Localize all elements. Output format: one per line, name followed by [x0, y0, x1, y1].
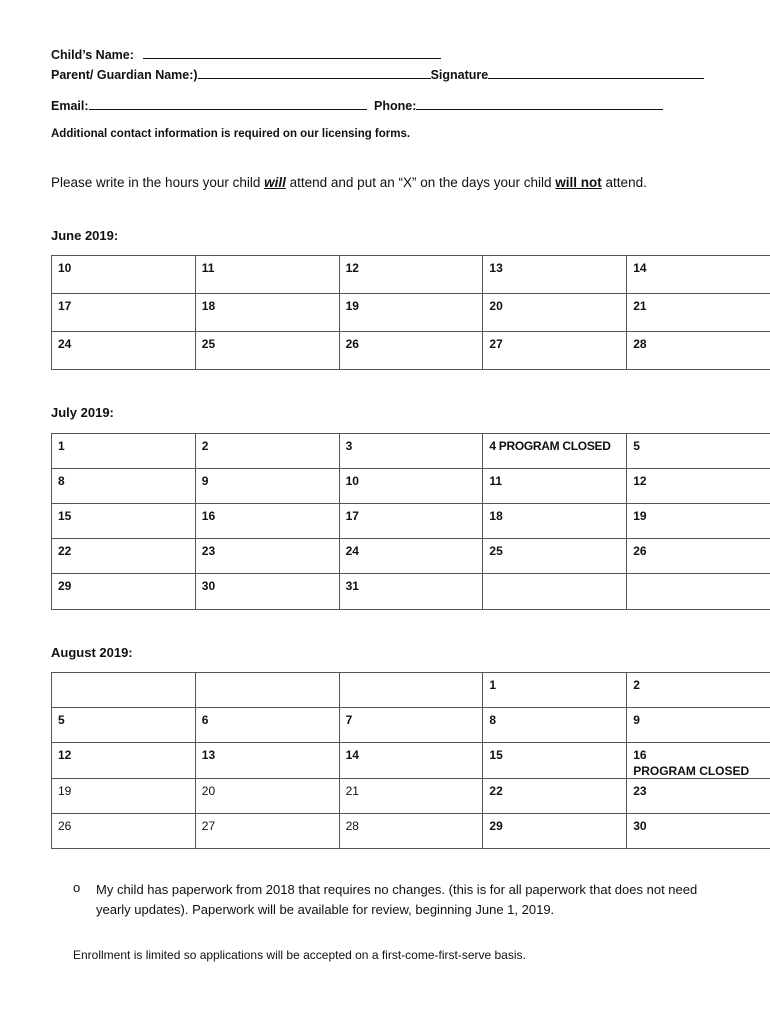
june-day-cell[interactable]: 13	[483, 256, 627, 294]
july-day-cell[interactable]: 23	[195, 539, 339, 574]
june-week-3	[52, 332, 770, 370]
july-week-1	[52, 434, 770, 469]
august-day-cell[interactable]: 30	[627, 814, 770, 849]
july-week-5	[52, 574, 770, 610]
august-week-3	[52, 743, 770, 779]
email-label: Email:	[51, 99, 89, 113]
child-name-field[interactable]	[143, 46, 441, 59]
july-title: July 2019:	[51, 405, 114, 420]
june-day-cell[interactable]: 24	[52, 332, 196, 370]
august-day-cell[interactable]: 1	[483, 673, 627, 708]
july-day-cell[interactable]: 2	[195, 434, 339, 469]
august-day-cell[interactable]: 14	[339, 743, 483, 779]
phone-label: Phone:	[374, 99, 417, 113]
phone-field[interactable]	[416, 97, 663, 110]
july-day-cell[interactable]: 16	[195, 504, 339, 539]
august-day-cell[interactable]: 7	[339, 708, 483, 743]
june-day-cell[interactable]: 26	[339, 332, 483, 370]
july-day-cell[interactable]: 18	[483, 504, 627, 539]
august-week-4	[52, 779, 770, 814]
june-day-cell[interactable]: 21	[627, 294, 770, 332]
july-day-cell[interactable]: 3	[339, 434, 483, 469]
instructions-part2: attend and put an “X” on the days your child	[285, 175, 556, 190]
contact-note: Additional contact information is required on our licensing forms.	[51, 128, 411, 140]
july-day-cell[interactable]: 24	[339, 539, 483, 574]
august-day-cell[interactable]: 2	[627, 673, 770, 708]
july-day-cell[interactable]: 8	[52, 469, 196, 504]
august-day-cell[interactable]: 12	[52, 743, 196, 779]
august-title: August 2019:	[51, 645, 133, 660]
august-day-cell[interactable]: 6	[195, 708, 339, 743]
august-day-cell[interactable]	[195, 673, 339, 708]
august-day-cell[interactable]: 22	[483, 779, 627, 814]
paperwork-checkbox[interactable]: o	[73, 880, 81, 895]
august-day-cell-program-closed[interactable]	[627, 743, 770, 779]
instructions-will-not: will not	[555, 175, 602, 190]
august-day-cell[interactable]: 19	[52, 779, 196, 814]
parent-name-label: Parent/ Guardian Name:)	[51, 68, 198, 82]
june-day-cell[interactable]: 17	[52, 294, 196, 332]
signature-field[interactable]	[488, 66, 704, 79]
email-field[interactable]	[89, 97, 367, 110]
july-day-cell[interactable]: 17	[339, 504, 483, 539]
august-week-5	[52, 814, 770, 849]
july-day-cell[interactable]: 12	[627, 469, 770, 504]
june-day-cell[interactable]: 25	[195, 332, 339, 370]
july-day-cell[interactable]: 31	[339, 574, 483, 610]
august-day-cell[interactable]: 21	[339, 779, 483, 814]
june-calendar	[51, 255, 770, 370]
june-day-cell[interactable]: 14	[627, 256, 770, 294]
instructions-part3: attend.	[601, 175, 647, 190]
child-name-label: Child’s Name:	[51, 48, 134, 62]
july-day-cell[interactable]: 29	[52, 574, 196, 610]
enrollment-note: Enrollment is limited so applications will be accepted on a first-come-first-serve basis.	[73, 948, 526, 962]
july-day-cell[interactable]: 1	[52, 434, 196, 469]
august-day-cell[interactable]: 27	[195, 814, 339, 849]
june-week-2	[52, 294, 770, 332]
august-week-1	[52, 673, 770, 708]
july-day-cell-program-closed[interactable]: 4 PROGRAM CLOSED	[483, 434, 627, 469]
august-calendar	[51, 672, 770, 849]
instructions-part1: Please write in the hours your child	[51, 175, 265, 190]
august-day-cell[interactable]: 13	[195, 743, 339, 779]
child-name-row	[51, 46, 441, 62]
july-day-cell[interactable]: 5	[627, 434, 770, 469]
august-day-cell[interactable]: 23	[627, 779, 770, 814]
june-day-cell[interactable]: 19	[339, 294, 483, 332]
july-day-cell[interactable]	[483, 574, 627, 610]
august-day-cell[interactable]: 20	[195, 779, 339, 814]
august-day-number: 16	[633, 748, 647, 762]
july-day-cell[interactable]: 9	[195, 469, 339, 504]
august-day-cell[interactable]: 8	[483, 708, 627, 743]
program-closed-note: PROGRAM CLOSED	[633, 764, 750, 778]
august-day-cell[interactable]: 5	[52, 708, 196, 743]
july-day-cell[interactable]: 19	[627, 504, 770, 539]
july-day-cell[interactable]: 22	[52, 539, 196, 574]
july-day-cell[interactable]: 15	[52, 504, 196, 539]
july-day-cell[interactable]: 11	[483, 469, 627, 504]
august-day-cell[interactable]: 9	[627, 708, 770, 743]
paperwork-option-text: My child has paperwork from 2018 that requires no changes. (this is for all paperwork that does not need yearly updates). Paperwork will be available for review, beginning June 1, 2019.	[96, 882, 698, 917]
june-day-cell[interactable]: 12	[339, 256, 483, 294]
july-day-cell[interactable]: 26	[627, 539, 770, 574]
august-day-cell[interactable]	[339, 673, 483, 708]
july-calendar	[51, 433, 770, 610]
august-week-2	[52, 708, 770, 743]
june-day-cell[interactable]: 10	[52, 256, 196, 294]
july-day-cell[interactable]: 25	[483, 539, 627, 574]
june-day-cell[interactable]: 28	[627, 332, 770, 370]
august-day-cell[interactable]	[52, 673, 196, 708]
july-week-4	[52, 539, 770, 574]
august-day-cell[interactable]: 29	[483, 814, 627, 849]
june-day-cell[interactable]: 20	[483, 294, 627, 332]
august-day-cell[interactable]: 28	[339, 814, 483, 849]
june-title: June 2019:	[51, 228, 119, 243]
instructions-will: will	[264, 175, 286, 190]
july-week-3	[52, 504, 770, 539]
instructions	[51, 175, 647, 190]
june-day-cell[interactable]: 27	[483, 332, 627, 370]
july-day-cell[interactable]: 10	[339, 469, 483, 504]
parent-name-field[interactable]	[198, 66, 431, 79]
june-day-cell[interactable]: 18	[195, 294, 339, 332]
july-week-2	[52, 469, 770, 504]
august-day-cell[interactable]: 26	[52, 814, 196, 849]
august-day-cell[interactable]: 15	[483, 743, 627, 779]
signature-label: Signature	[430, 68, 489, 82]
july-day-cell[interactable]: 30	[195, 574, 339, 610]
july-day-cell[interactable]	[627, 574, 770, 610]
june-week-1	[52, 256, 770, 294]
june-day-cell[interactable]: 11	[195, 256, 339, 294]
parent-row	[51, 66, 704, 82]
email-phone-row	[51, 97, 663, 113]
